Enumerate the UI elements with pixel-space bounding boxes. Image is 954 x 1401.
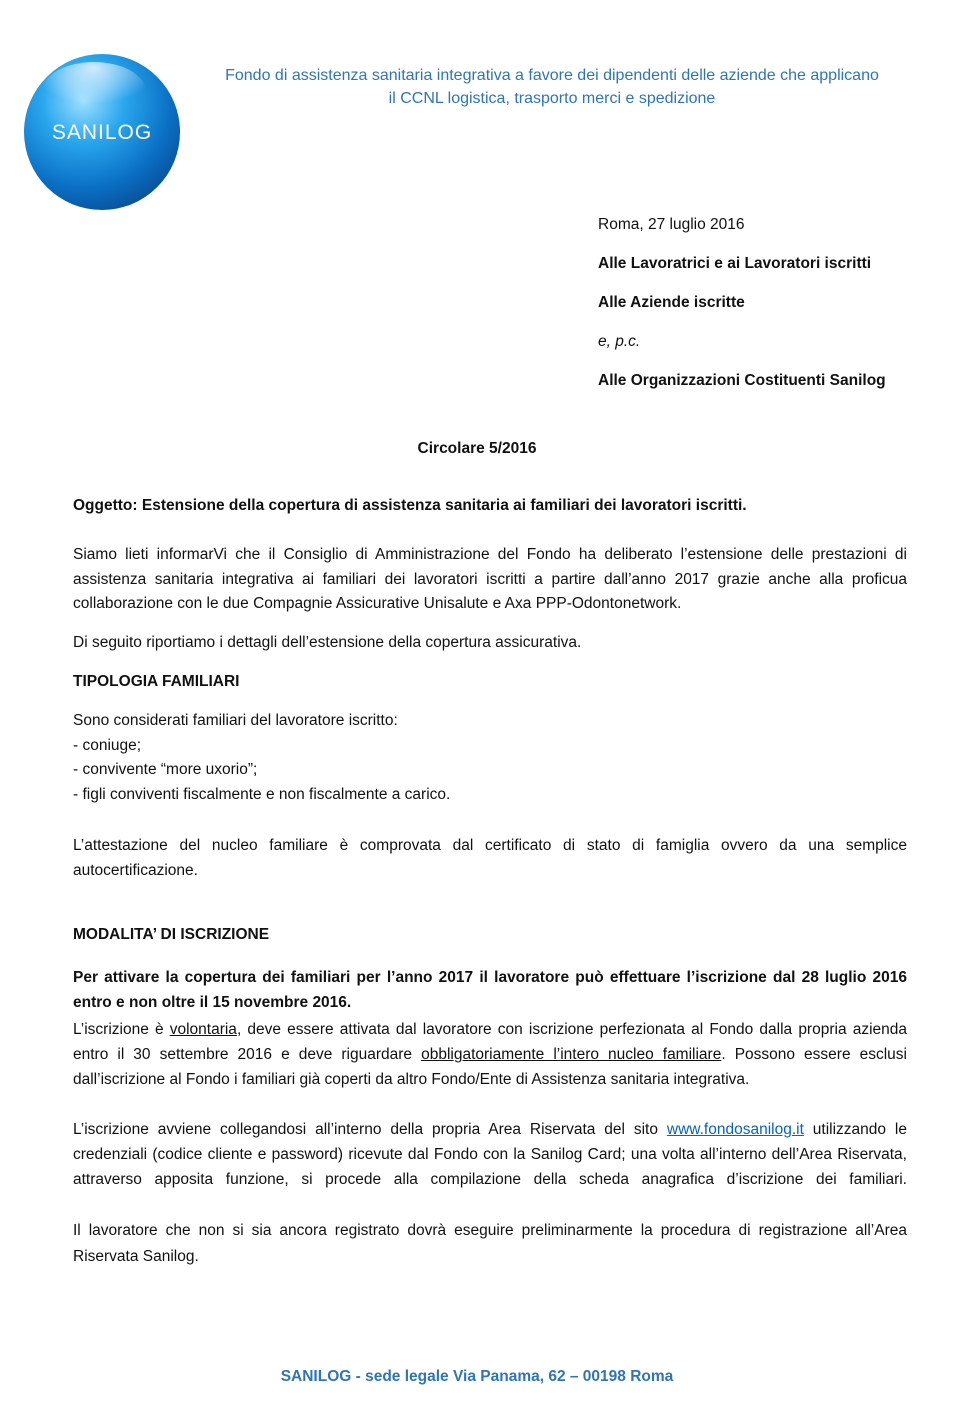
list-item: - figli conviventi fiscalmente e non fiscalmente a carico. [73,785,451,803]
intro-paragraph: Siamo lieti informarVi che il Consiglio di Amministrazione del Fondo ha deliberato l’estensione delle prestazioni di assistenza sanitaria integrativa ai familiari dei lavoratori iscritti a partire dall’anno 2017 grazie anche alla proficua collaborazione con le due Compagnie Assicurative Unisalute e Axa PPP-Odontonetwork. [73,546,907,612]
recipient-companies: Alle Aziende iscritte [598,294,745,311]
text-run: L’iscrizione avviene collegandosi all’interno della propria Area Riservata del sito [73,1121,667,1138]
subject-line: Oggetto: Estensione della copertura di assistenza sanitaria ai familiari dei lavoratori iscritti. [73,497,747,514]
family-list-lead: Sono considerati familiari del lavoratore iscritto: [73,712,398,729]
recipient-cc: e, p.c. [598,333,641,350]
letter-date: Roma, 27 luglio 2016 [598,216,745,233]
recipient-workers: Alle Lavoratrici e ai Lavoratori iscritti [598,255,872,272]
list-item: - convivente “more uxorio”; [73,761,258,778]
logo-text: SANILOG [51,121,153,144]
enrollment-period-paragraph: Per attivare la copertura dei familiari per l’anno 2017 il lavoratore può effettuare l’iscrizione dal 28 luglio 2016 entro e non oltre il 15 novembre 2016. [73,969,907,1011]
underlined-voluntary: volontaria [169,1021,237,1038]
enrollment-rules-paragraph [73,1017,907,1092]
text-run: , deve essere attivata dal lavoratore con iscrizione perfezionata al Fondo dalla propria azienda entro il 30 settembre 2016 e deve riguardare [73,1021,908,1063]
list-item: - coniuge; [73,736,142,754]
recipient-organizations: Alle Organizzazioni Costituenti Sanilog [598,372,886,389]
family-types-list [73,709,907,807]
header-line-1: Fondo di assistenza sanitaria integrativa a favore dei dipendenti delle aziende che applicano [225,67,879,84]
details-paragraph: Di seguito riportiamo i dettagli dell’estensione della copertura assicurativa. [73,634,582,651]
fund-header [190,64,914,110]
circular-title: Circolare 5/2016 [417,440,537,457]
footer-address: SANILOG - sede legale Via Panama, 62 – 00198 Roma [280,1368,674,1385]
recipients-block [598,214,886,409]
section-heading-family-types: TIPOLOGIA FAMILIARI [73,673,240,690]
sanilog-logo [22,52,182,212]
registration-paragraph: Il lavoratore che non si sia ancora registrato dovrà eseguire preliminarmente la procedura di registrazione all’Area Riservata Sanilog. [73,1222,907,1265]
enrollment-procedure-paragraph [73,1117,907,1192]
text-run: . Possono essere esclusi dall’iscrizione al Fondo i familiari già coperti da altro Fondo/Ente di Assistenza sanitaria integrativa. [73,1046,907,1088]
text-run: L’iscrizione è [73,1021,170,1038]
family-certification-note: L’attestazione del nucleo familiare è comprovata dal certificato di stato di famiglia ovvero da una semplice autocertificazione. [73,837,907,879]
website-link[interactable]: www.fondosanilog.it [666,1121,804,1138]
text-run: utilizzando le credenziali (codice cliente e password) ricevute dal Fondo con la Sanilog Card; una volta all’interno dell’Area Riservata, attraverso apposita funzione, si procede alla compilazione della scheda anagrafica d’iscrizione dei familiari. [73,1121,907,1188]
section-heading-enrollment: MODALITA’ DI ISCRIZIONE [73,926,270,943]
underlined-whole-family: obbligatoriamente l’intero nucleo familiare [421,1046,722,1063]
header-line-2: il CCNL logistica, trasporto merci e spedizione [388,90,716,107]
